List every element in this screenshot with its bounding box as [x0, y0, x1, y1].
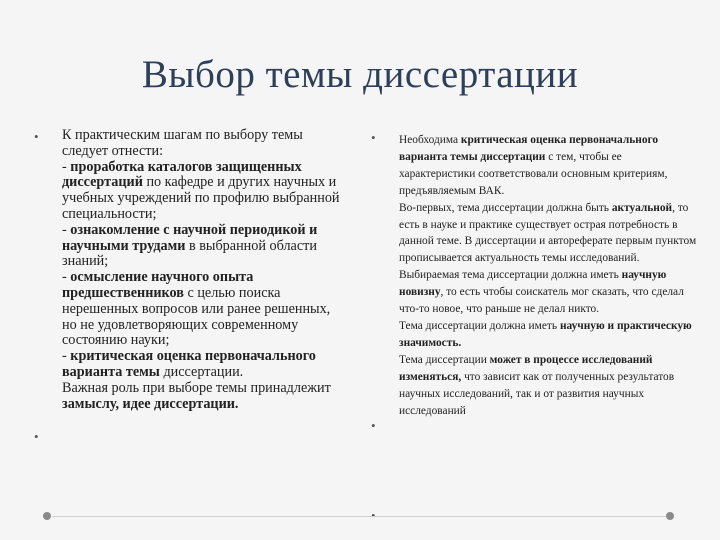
text-run: что зависит как от полученных результатов научных исследований, так и от развития научных исследований [399, 370, 675, 417]
text-run: , то есть в науке и практике существует острая потребность в данной теме. В диссертации и автореферате первым пунктом прописывается актуальность темы исследований. [399, 201, 697, 265]
right-column [399, 132, 699, 419]
decorative-dot [43, 512, 51, 520]
slide-title: Выбор темы диссертации [141, 53, 579, 96]
left-bullet-2-text [62, 381, 344, 413]
text-run: Необходима [399, 134, 461, 146]
bold-text-run: ознакомление с научной периодикой и научными трудами [62, 221, 318, 254]
bold-text-run: замыслу, идее диссертации. [62, 395, 239, 412]
bold-text-run: научную и практическую значимость. [399, 319, 692, 349]
decorative-dot [666, 512, 674, 520]
text-run: в выбранной области знаний; [62, 237, 317, 270]
left-bullet-1-text [62, 128, 344, 381]
bold-text-run: актуальной [611, 201, 673, 214]
text-run: Тема диссертации должна иметь [399, 319, 560, 332]
text-run: - [62, 348, 71, 365]
left-column [62, 128, 344, 412]
right-bullet-2-text [399, 352, 699, 420]
text-run: с тем, чтобы ее характеристики соответствовали основным критериям, предъявляемым ВАК. [399, 150, 668, 197]
bold-text-run: может в процессе исследований изменяться, [399, 353, 653, 383]
bold-text-run: проработка каталогов защищенных диссертаций [62, 158, 302, 191]
text-run: с целью поиска нерешенных вопросов или ранее решенных, но не удовлетворяющих современному состоянию науки; [62, 284, 331, 349]
text-run: - [62, 221, 71, 238]
bullet-marker: • [371, 418, 376, 433]
bullet-marker: • [34, 129, 39, 144]
text-run: диссертации. [159, 363, 244, 380]
bold-text-run: критическая оценка первоначального варианта темы диссертации [399, 134, 659, 163]
text-run: , то есть чтобы соискатель мог сказать, что сделал что-то новое, что раньше не делал никто. [399, 286, 684, 316]
bold-text-run: научную новизну [399, 269, 667, 299]
text-run: - [62, 269, 71, 286]
text-run: Важная роль при выборе темы принадлежит [62, 379, 331, 396]
bullet-marker: • [371, 130, 376, 145]
bold-text-run: осмысление научного опыта предшественников [62, 269, 254, 301]
text-run: Выбираемая тема диссертации должна иметь [399, 269, 622, 282]
text-run: Во-первых, тема диссертации должна быть [399, 201, 612, 214]
right-bullet-1-text [399, 132, 699, 352]
text-run: К практическим шагам по выбору темы следует отнести: [62, 127, 303, 159]
footer-divider [52, 516, 667, 517]
text-run: Тема диссертации [399, 353, 490, 366]
text-run: - [62, 158, 71, 175]
bold-text-run: критическая оценка первоначального варианта темы [62, 348, 316, 380]
text-run: по кафедре и других научных и учебных учреждений по профилю выбранной специальности; [62, 174, 340, 222]
bullet-marker: • [34, 429, 39, 444]
